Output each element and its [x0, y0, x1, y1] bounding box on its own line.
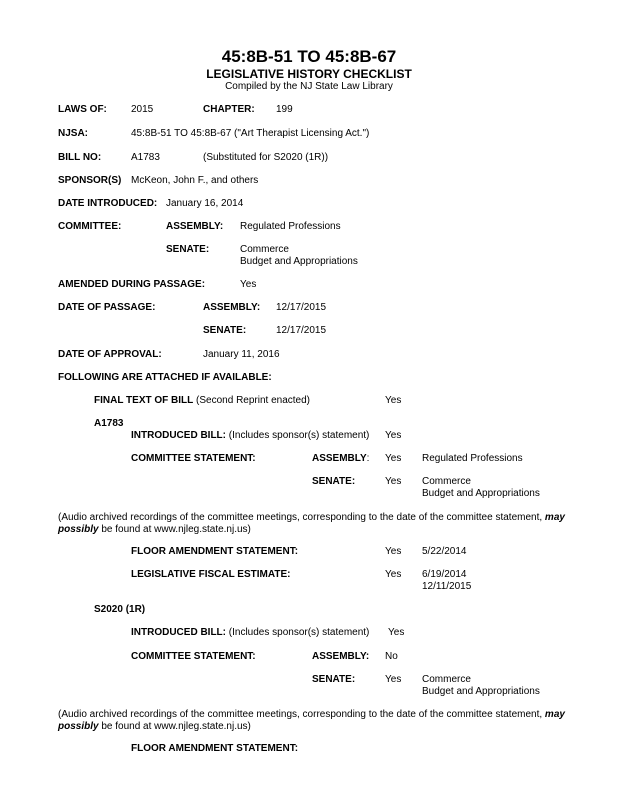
s2020-cs-assembly-value: No	[385, 651, 398, 662]
final-text-value: Yes	[385, 395, 402, 406]
s2020-committee-statement-label: COMMITTEE STATEMENT:	[131, 651, 256, 662]
a1783-audio-note-link: be found at www.njleg.state.nj.us)	[98, 524, 251, 535]
amended-label: AMENDED DURING PASSAGE:	[58, 279, 206, 290]
a1783-cs-senate-committee-commerce: Commerce	[422, 476, 471, 487]
sponsor-value: McKeon, John F., and others	[131, 175, 259, 186]
s2020-introduced-label: INTRODUCED BILL:	[131, 627, 226, 638]
s2020-introduced-note: (Includes sponsor(s) statement)	[226, 627, 370, 638]
final-text-note: (Second Reprint enacted)	[193, 395, 310, 406]
s2020-cs-senate-value: Yes	[385, 674, 402, 685]
a1783-floor-amendment-label: FLOOR AMENDMENT STATEMENT:	[131, 546, 299, 557]
a1783-cs-assembly-label: ASSEMBLY	[312, 453, 367, 464]
sponsor-label: SPONSOR(S)	[58, 175, 122, 186]
document-title: 45:8B-51 TO 45:8B-67	[221, 47, 397, 66]
a1783-audio-note-emphasis: may possibly	[58, 512, 565, 535]
s2020-cs-assembly-label: ASSEMBLY:	[312, 651, 370, 662]
s2020-audio-note-link: be found at www.njleg.state.nj.us)	[98, 721, 251, 732]
a1783-introduced-note: (Includes sponsor(s) statement)	[226, 430, 370, 441]
compiled-by: Compiled by the NJ State Law Library	[225, 81, 393, 92]
a1783-cs-assembly-value: Yes	[385, 453, 402, 464]
a1783-floor-amendment-date: 5/22/2014	[422, 546, 467, 557]
a1783-floor-amendment-value: Yes	[385, 546, 402, 557]
s2020-introduced-value: Yes	[388, 627, 405, 638]
njsa-label: NJSA:	[58, 128, 89, 139]
a1783-fiscal-estimate-label: LEGISLATIVE FISCAL ESTIMATE:	[131, 569, 291, 580]
date-introduced-label: DATE INTRODUCED:	[58, 198, 158, 209]
bill-no-substitution-note: (Substituted for S2020 (1R))	[203, 152, 329, 163]
document-subtitle: LEGISLATIVE HISTORY CHECKLIST	[206, 67, 412, 81]
a1783-audio-note	[58, 512, 606, 536]
laws-of-label: LAWS OF:	[58, 104, 107, 115]
committee-assembly-value: Regulated Professions	[240, 221, 341, 232]
bill-no-label: BILL NO:	[58, 152, 102, 163]
committee-assembly-label: ASSEMBLY:	[166, 221, 224, 232]
a1783-cs-senate-value: Yes	[385, 476, 402, 487]
committee-label: COMMITTEE:	[58, 221, 122, 232]
date-introduced-value: January 16, 2014	[166, 198, 244, 209]
a1783-fiscal-estimate-value: Yes	[385, 569, 402, 580]
date-of-approval-value: January 11, 2016	[203, 349, 280, 360]
chapter-value: 199	[276, 104, 293, 115]
a1783-section-label: A1783	[94, 418, 124, 429]
final-text-row	[94, 395, 310, 407]
njsa-value: 45:8B-51 TO 45:8B-67 ("Art Therapist Licensing Act.")	[131, 128, 370, 139]
passage-senate-value: 12/17/2015	[276, 325, 327, 336]
a1783-cs-senate-committee-budget: Budget and Appropriations	[422, 488, 540, 499]
a1783-committee-statement-label: COMMITTEE STATEMENT:	[131, 453, 256, 464]
s2020-section-label: S2020 (1R)	[94, 604, 146, 615]
a1783-fiscal-estimate-date-1: 6/19/2014	[422, 569, 467, 580]
laws-of-value: 2015	[131, 104, 154, 115]
committee-senate-value-budget: Budget and Appropriations	[240, 256, 358, 267]
a1783-audio-note-text: (Audio archived recordings of the committee meetings, corresponding to the date of the committee statement,	[58, 512, 545, 523]
s2020-audio-note-text: (Audio archived recordings of the committee meetings, corresponding to the date of the committee statement,	[58, 709, 545, 720]
s2020-introduced-row	[131, 627, 369, 639]
a1783-cs-assembly-colon: :	[366, 453, 370, 464]
s2020-audio-note	[58, 709, 606, 733]
s2020-cs-senate-committee-commerce: Commerce	[422, 674, 471, 685]
final-text-label: FINAL TEXT OF BILL	[94, 395, 194, 406]
s2020-audio-note-emphasis: may possibly	[58, 709, 565, 732]
s2020-floor-amendment-label: FLOOR AMENDMENT STATEMENT:	[131, 743, 299, 754]
a1783-cs-assembly-row	[312, 453, 369, 465]
passage-senate-label: SENATE:	[203, 325, 247, 336]
passage-assembly-label: ASSEMBLY:	[203, 302, 261, 313]
a1783-cs-senate-label: SENATE:	[312, 476, 356, 487]
date-of-passage-label: DATE OF PASSAGE:	[58, 302, 156, 313]
committee-senate-label: SENATE:	[166, 244, 210, 255]
passage-assembly-value: 12/17/2015	[276, 302, 327, 313]
s2020-cs-senate-committee-budget: Budget and Appropriations	[422, 686, 540, 697]
chapter-label: CHAPTER:	[203, 104, 255, 115]
a1783-introduced-row	[131, 430, 369, 442]
date-of-approval-label: DATE OF APPROVAL:	[58, 349, 162, 360]
a1783-cs-assembly-committee: Regulated Professions	[422, 453, 523, 464]
committee-senate-value-commerce: Commerce	[240, 244, 289, 255]
a1783-introduced-label: INTRODUCED BILL:	[131, 430, 226, 441]
a1783-introduced-value: Yes	[385, 430, 402, 441]
s2020-cs-senate-label: SENATE:	[312, 674, 356, 685]
attached-heading: FOLLOWING ARE ATTACHED IF AVAILABLE:	[58, 372, 272, 383]
a1783-fiscal-estimate-date-2: 12/11/2015	[422, 581, 472, 592]
bill-no-value: A1783	[131, 152, 160, 163]
amended-value: Yes	[240, 279, 257, 290]
